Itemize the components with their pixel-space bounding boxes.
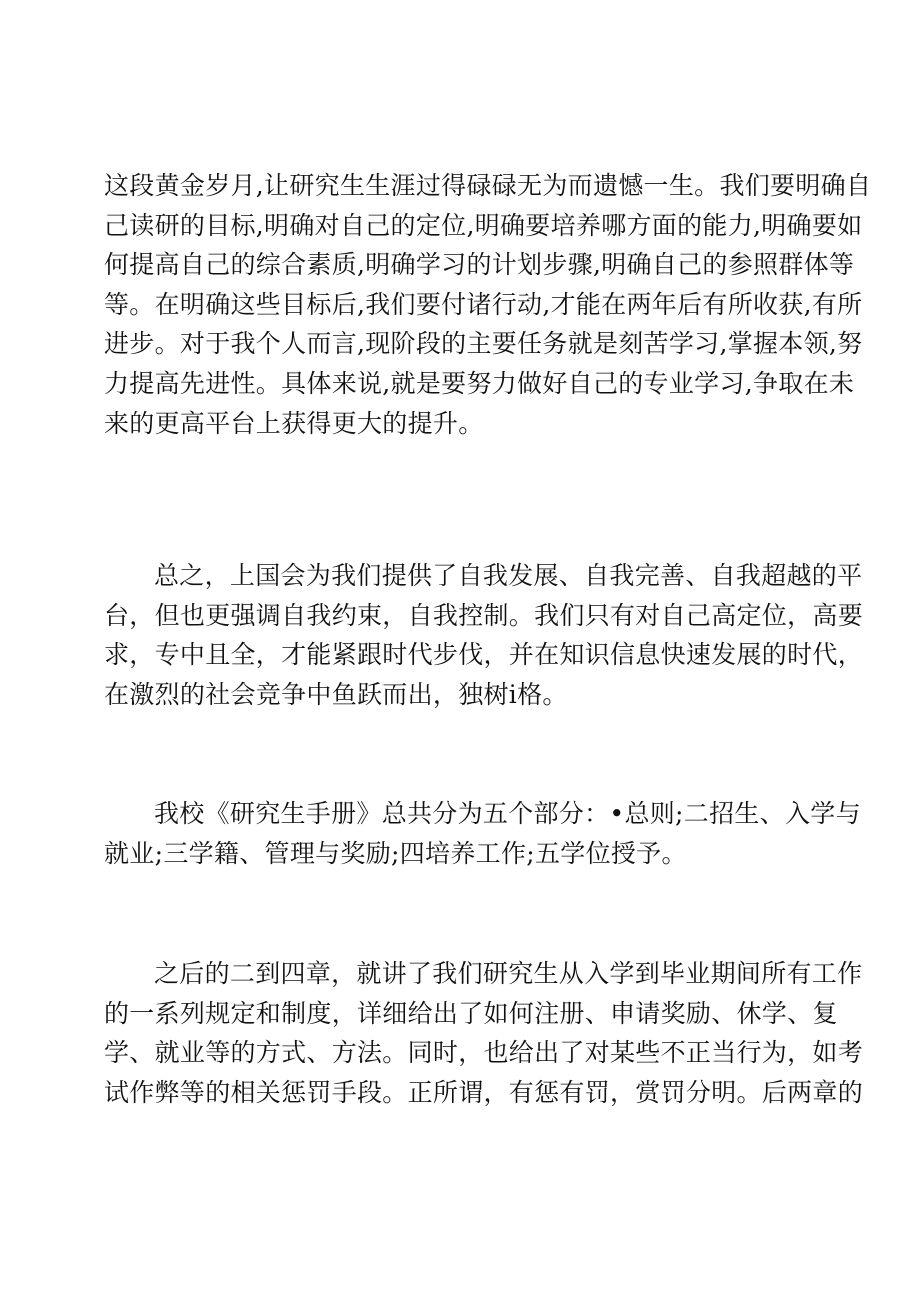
paragraph-1-line-6: 力提高先进性。具体来说,就是要努力做好自己的专业学习,争取在未 [104,368,855,398]
paragraph-1-line-2: 己读研的目标,明确对自己的定位,明确要培养哪方面的能力,明确要如 [104,210,863,240]
paragraph-4-line-1: 之后的二到四章，就讲了我们研究生从入学到毕业期间所有工作 [154,959,863,988]
paragraph-3 [104,794,861,873]
paragraph-3-line-1: 我校《研究生手册》总共分为五个部分：•总则;二招生、入学与 [154,799,861,828]
paragraph-4-line-4: 试作弊等的相关惩罚手段。正所谓，有惩有罚，赏罚分明。后两章的 [104,1077,864,1107]
paragraph-1-line-5: 进步。对于我个人而言,现阶段的主要任务就是刻苦学习,掌握本领,努 [104,329,863,359]
paragraph-4-line-3: 学、就业等的方式、方法。同时，也给出了对某些不正当行为，如考 [104,1038,864,1068]
paragraph-2-line-2: 台，但也更强调自我约束，自我控制。我们只有对自己高定位，高要 [104,600,864,630]
paragraph-2-line-4: 在激烈的社会竞争中鱼跃而出，独树i格。 [104,679,568,709]
paragraph-3-line-2: 就业;三学籍、管理与奖励;四培养工作;五学位授予。 [104,838,687,868]
paragraph-1-line-7: 来的更高平台上获得更大的提升。 [104,408,484,438]
paragraph-4 [104,954,864,1112]
paragraph-2 [104,556,864,714]
paragraph-1-line-4: 等。在明确这些目标后,我们要付诸行动,才能在两年后有所收获,有所 [104,289,863,319]
paragraph-1 [104,166,872,443]
paragraph-4-line-2: 的一系列规定和制度，详细给出了如何注册、申请奖励、休学、复 [104,998,838,1028]
paragraph-2-line-3: 求，专中且全，才能紧跟时代步伐，并在知识信息快速发展的时代， [104,640,864,670]
paragraph-2-line-1: 总之，上国会为我们提供了自我发展、自我完善、自我超越的平 [154,561,863,590]
paragraph-1-line-1: 这段黄金岁月,让研究生生涯过得碌碌无为而遗憾一生。我们要明确自 [104,171,872,200]
paragraph-1-line-3: 何提高自己的综合素质,明确学习的计划步骤,明确自己的参照群体等 [104,250,855,280]
